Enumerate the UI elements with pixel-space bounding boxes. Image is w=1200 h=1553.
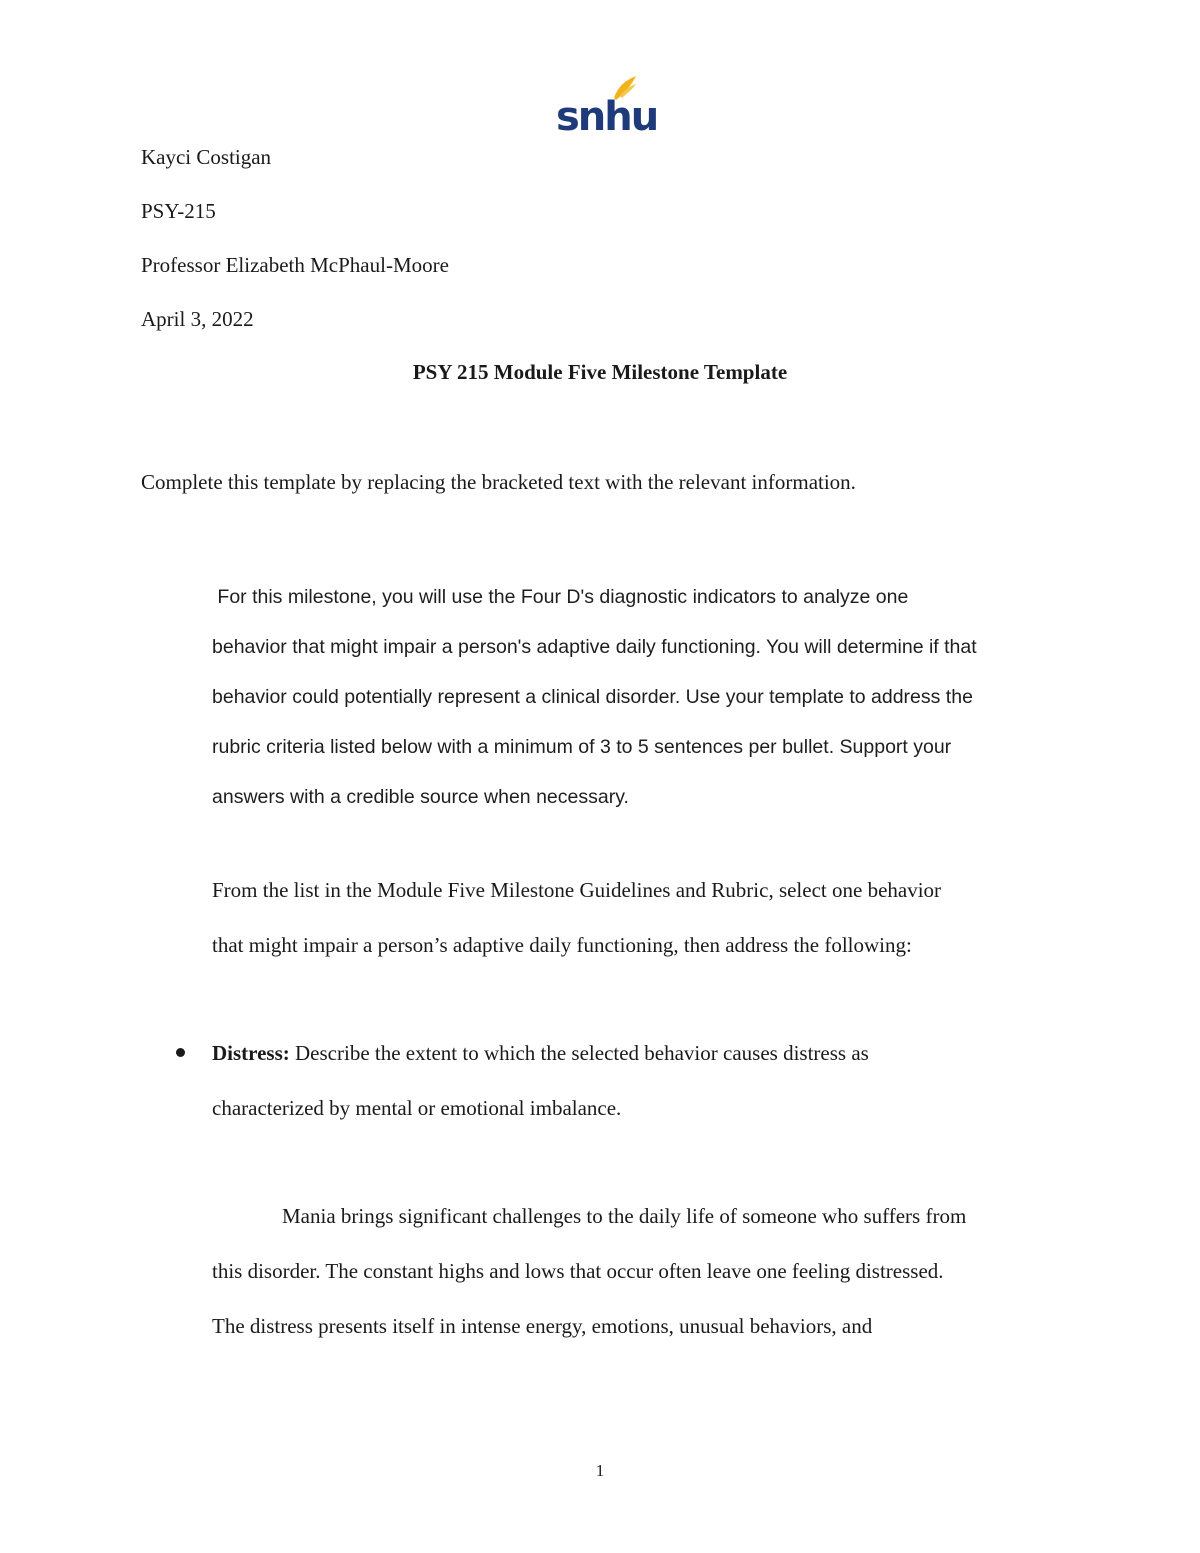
instructions-text: Complete this template by replacing the bracketed text with the relevant information. xyxy=(141,470,856,494)
document-date: April 3, 2022 xyxy=(141,307,254,331)
response-line: Mania brings significant challenges to the daily life of someone who suffers from xyxy=(282,1204,967,1228)
response-line: this disorder. The constant highs and lows that occur often leave one feeling distressed. xyxy=(212,1259,944,1283)
bullet-line xyxy=(212,1026,1092,1081)
student-name: Kayci Costigan xyxy=(141,145,272,169)
bullet-distress xyxy=(212,1026,1092,1136)
selection-paragraph xyxy=(212,863,1092,973)
overview-line: rubric criteria listed below with a minimum of 3 to 5 sentences per bullet. Support your xyxy=(212,736,952,758)
overview-line: behavior could potentially represent a clinical disorder. Use your template to address the xyxy=(212,686,973,708)
response-line: The distress presents itself in intense energy, emotions, unusual behaviors, and xyxy=(212,1314,873,1338)
bullet-text: Describe the extent to which the selected behavior causes distress as xyxy=(289,1041,869,1065)
document-title: PSY 215 Module Five Milestone Template xyxy=(412,360,788,384)
overview-line: answers with a credible source when necessary. xyxy=(212,786,629,808)
selection-line: that might impair a person’s adaptive daily functioning, then address the following: xyxy=(212,933,912,957)
bullet-icon xyxy=(176,1048,185,1057)
page-number: 1 xyxy=(595,1461,605,1480)
overview-line: For this milestone, you will use the Four D's diagnostic indicators to analyze one xyxy=(212,586,909,608)
snhu-logo xyxy=(556,74,658,140)
bullet-label: Distress: xyxy=(212,1041,290,1065)
course-code: PSY-215 xyxy=(141,199,216,223)
bullet-line: characterized by mental or emotional imbalance. xyxy=(212,1096,622,1120)
selection-line: From the list in the Module Five Milestone Guidelines and Rubric, select one behavior xyxy=(212,878,942,902)
overview-line: behavior that might impair a person's adaptive daily functioning. You will determine if that xyxy=(212,636,977,658)
logo-text: snhu xyxy=(556,94,658,140)
professor-name: Professor Elizabeth McPhaul-Moore xyxy=(141,253,449,277)
response-paragraph xyxy=(212,1189,1092,1354)
overview-paragraph xyxy=(212,572,1092,822)
